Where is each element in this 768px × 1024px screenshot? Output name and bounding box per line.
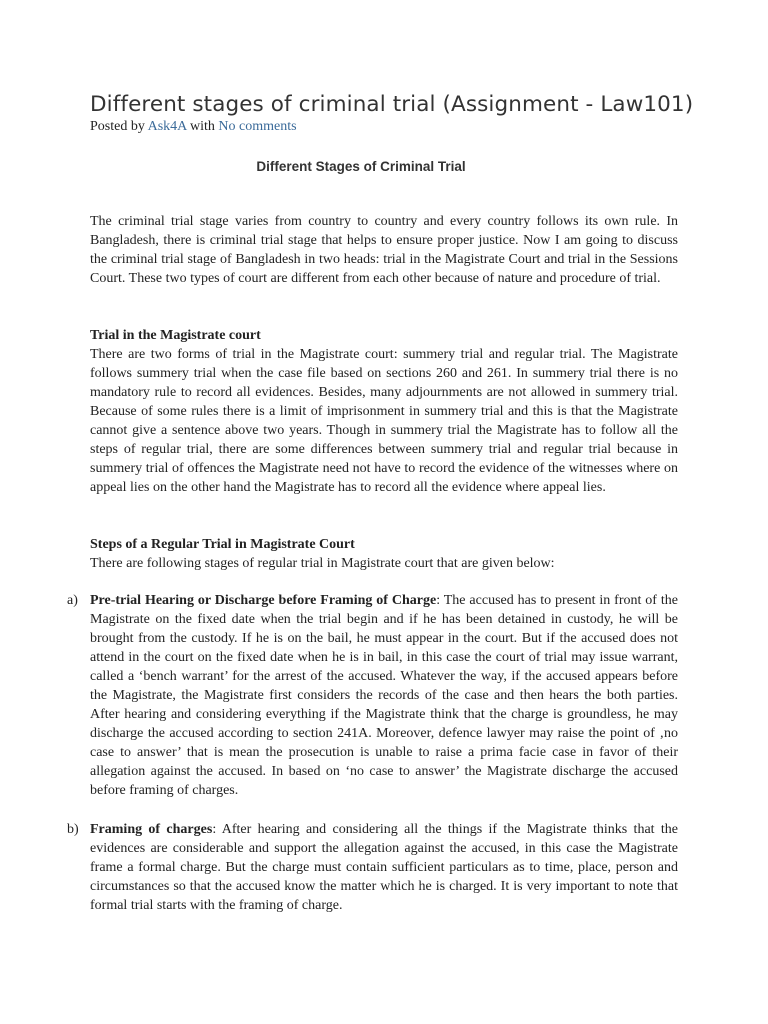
list-item-framing-of-charges xyxy=(90,820,678,915)
list-marker-a: a) xyxy=(67,593,78,608)
post-byline xyxy=(90,119,297,135)
section-heading-regular-trial: Steps of a Regular Trial in Magistrate Court xyxy=(90,537,355,552)
list-item-text: : After hearing and considering all the things if the Magistrate thinks that the evidences are considerable and support the allegation against the accused, in this case the Magistrate frame a formal charge. But the charge must contain sufficient particulars as to time, place, person and circumstances so that the accused know the matter which he is charged. It is very important to note that formal trial starts with the framing of charge. xyxy=(90,822,678,913)
list-item-pre-trial-hearing xyxy=(90,591,678,800)
author-link[interactable]: Ask4A xyxy=(147,119,187,134)
with-label: with xyxy=(189,119,215,134)
section-heading-magistrate-court: Trial in the Magistrate court xyxy=(90,328,261,343)
regular-trial-intro: There are following stages of regular trial in Magistrate court that are given below: xyxy=(90,556,555,571)
list-item-text: : The accused has to present in front of the Magistrate on the fixed date when the trial begin and if he has been detained in custody, he will be brought from the custody. If he is on the bail, he must appear in the court. But if the accused does not attend in the court on the fixed date when he is in bail, in this case the court of trial may issue warrant, called a ‘bench warrant’ for the arrest of the accused. Whatever the way, if the accused appears before the Magistrate, the Magistrate first considers the records of the case and then hears the both parties. After hearing and considering everything if the Magistrate think that the charge is groundless, he may discharge the accused according to section 241A. Moreover, defence lawyer may raise the point of ‚no case to answer’ that is mean the prosecution is unable to raise a prima facie case in favor of their allegation against the accused. In based on ‘no case to answer’ the Magistrate discharge the accused before framing of charges. xyxy=(90,593,678,798)
magistrate-court-paragraph: There are two forms of trial in the Magistrate court: summery trial and regular trial. The Magistrate follows summery trial when the case file based on sections 260 and 261. In summery trial there is no mandatory rule to record all evidences. Besides, many adjournments are not allowed in summery trial. Because of some rules there is a limit of imprisonment in summery trial and this is that the Magistrate cannot give a sentence above two years. Though in summery trial the Magistrate has to follow all the steps of regular trial, there are some differences between summery trial and regular trial because in summery trial of offences the Magistrate need not have to record the evidence of the witnesses where on appeal lies on the other hand the Magistrate has to record all the evidence where appeal lies. xyxy=(90,347,678,495)
list-item-title: Framing of charges xyxy=(90,822,213,837)
list-marker-b: b) xyxy=(67,822,79,837)
posted-by-label: Posted by xyxy=(90,119,145,134)
intro-paragraph: The criminal trial stage varies from country to country and every country follows its own rule. In Bangladesh, there is criminal trial stage that helps to ensure proper justice. Now I am going to discuss the criminal trial stage of Bangladesh in two heads: trial in the Magistrate Court and trial in the Sessions Court. These two types of court are different from each other because of nature and procedure of trial. xyxy=(90,214,678,286)
comments-link[interactable]: No comments xyxy=(218,119,297,134)
page-title: Different stages of criminal trial (Assignment - Law101) xyxy=(90,92,694,117)
document-heading: Different Stages of Criminal Trial xyxy=(256,159,466,174)
list-item-title: Pre-trial Hearing or Discharge before Framing of Charge xyxy=(90,593,437,608)
